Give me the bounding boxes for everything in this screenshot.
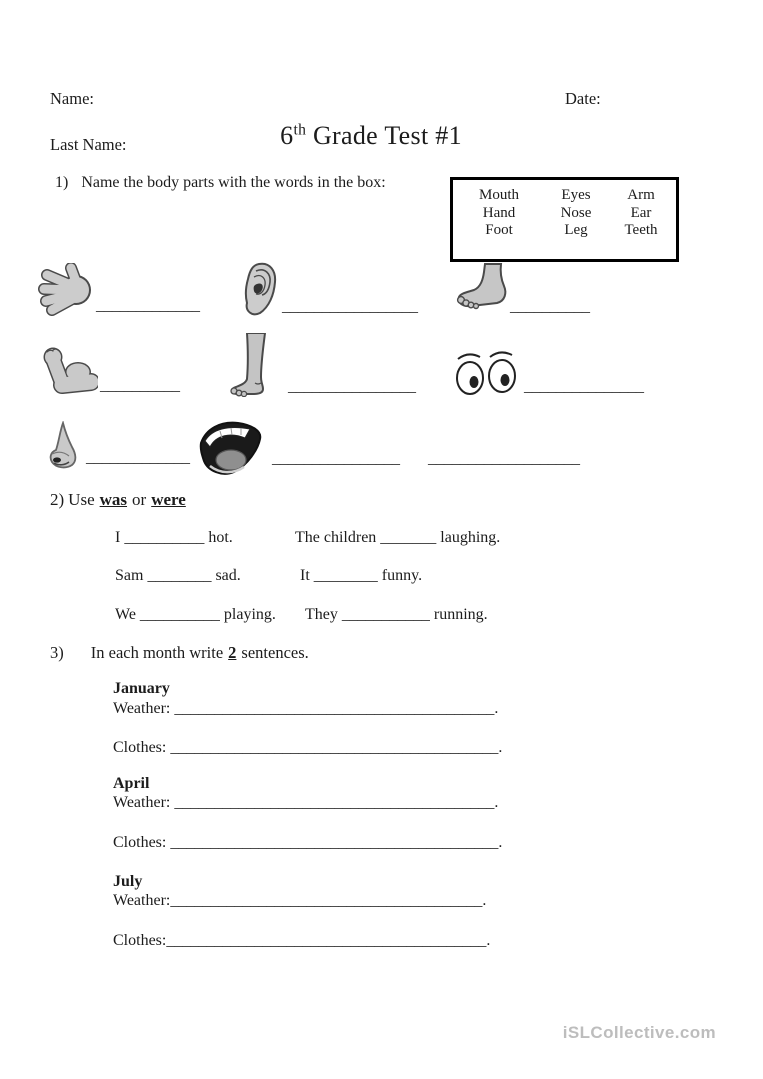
weather-line: Weather: ________________________________________. (113, 700, 499, 717)
answer-blank: _______________ (524, 378, 644, 395)
clothes-line: Clothes: _________________________________________. (113, 834, 503, 851)
sentence: Sam ________ sad. (115, 567, 241, 584)
answer-blank: __________ (100, 377, 180, 394)
sentence: The children _______ laughing. (295, 529, 501, 546)
word-box-cell: Mouth (478, 187, 519, 203)
month-name: July (113, 873, 143, 890)
watermark: iSLCollective.com (562, 1023, 716, 1042)
page-title (280, 121, 462, 151)
word-box-cell: Hand (482, 204, 516, 221)
answer-blank: _____________ (86, 449, 190, 466)
exercise3-heading (50, 643, 309, 663)
arm-icon (36, 345, 98, 397)
exercise2-heading (50, 490, 186, 510)
month-name: January (113, 680, 170, 697)
answer-blank: ________________ (288, 378, 416, 395)
exercise2-heading-pre: Use (68, 490, 95, 509)
answer-blank: _____________ (96, 297, 200, 314)
mouth-icon (198, 419, 264, 477)
answer-blank: __________ (510, 298, 590, 315)
clothes-line: Clothes:________________________________________. (113, 932, 491, 949)
exercise2-word-were: were (151, 490, 186, 509)
exercise1-number: 1) (55, 174, 69, 191)
word-box-cell: Nose (560, 204, 592, 221)
weather-line: Weather: ________________________________________. (113, 794, 499, 811)
hand-icon (37, 263, 95, 317)
exercise3-number: 3) (50, 643, 64, 662)
exercise1-prompt-text: Name the body parts with the words in the box: (81, 174, 386, 191)
exercise3-heading-post: sentences. (241, 643, 309, 662)
word-box-cell: Ear (630, 204, 652, 221)
nose-icon (44, 421, 80, 471)
exercise2-word-was: was (99, 490, 128, 509)
sentence: We __________ playing. (115, 606, 276, 623)
title-superscript: th (293, 121, 307, 139)
leg-icon (227, 333, 279, 397)
title-rest: Grade Test #1 (306, 121, 462, 150)
ear-icon (243, 262, 277, 317)
word-box-cell: Arm (627, 187, 655, 203)
sentence: It ________ funny. (300, 567, 423, 584)
answer-blank: _________________ (282, 298, 418, 315)
word-box-cell: Foot (485, 222, 513, 238)
word-box-cell: Leg (564, 222, 588, 238)
exercise2-number: 2) (50, 490, 65, 509)
foot-icon (455, 263, 509, 311)
word-box (450, 177, 679, 262)
title-base: 6 (280, 121, 294, 150)
word-box-cell: Eyes (561, 187, 591, 203)
last-name-label: Last Name: (50, 135, 127, 154)
date-label: Date: (565, 89, 601, 108)
sentence: I __________ hot. (115, 529, 233, 546)
exercise2-heading-or: or (132, 490, 147, 509)
word-box-cell: Teeth (624, 222, 658, 238)
exercise3-heading-emph: 2 (228, 643, 237, 662)
sentence: They ___________ running. (305, 606, 488, 623)
weather-line: Weather:_______________________________________. (113, 892, 487, 909)
clothes-line: Clothes: _________________________________________. (113, 739, 503, 756)
eyes-icon (452, 349, 520, 397)
exercise1-prompt (55, 174, 386, 192)
name-label: Name: (50, 89, 94, 108)
answer-blank: ________________ (272, 450, 400, 467)
answer-blank: ___________________ (428, 450, 580, 467)
exercise3-heading-pre: In each month write (90, 643, 224, 662)
month-name: April (113, 775, 150, 792)
